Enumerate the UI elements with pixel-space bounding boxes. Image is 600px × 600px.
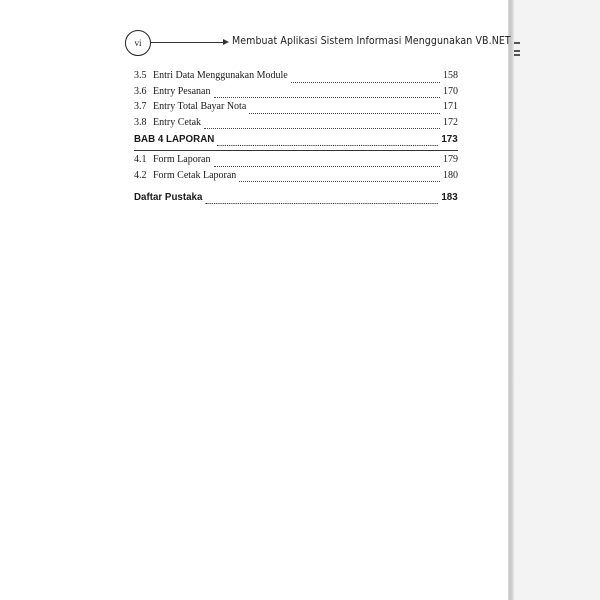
toc-entry[interactable] xyxy=(134,86,458,102)
arrow-right-icon xyxy=(223,39,229,45)
page-edge-mark xyxy=(514,42,520,56)
toc-entry-page: 170 xyxy=(443,85,458,97)
chapter-rule xyxy=(134,150,458,151)
toc-bibliography-title: Daftar Pustaka xyxy=(134,191,203,203)
page-number-badge xyxy=(125,30,151,56)
toc-entry-number: 3.5 xyxy=(134,70,147,81)
toc-entry-page: 179 xyxy=(443,154,458,165)
toc-entry[interactable] xyxy=(134,70,458,86)
dot-leader xyxy=(214,97,441,98)
dot-leader xyxy=(217,145,438,146)
toc-chapter[interactable] xyxy=(134,133,458,149)
page-number: vi xyxy=(134,38,142,48)
page-edge-mark xyxy=(514,50,520,52)
toc-entry-number: 3.8 xyxy=(134,116,147,128)
toc-entry-title: Entry Total Bayar Nota xyxy=(153,101,247,112)
running-header-title: Membuat Aplikasi Sistem Informasi Menggunakan VB.NET xyxy=(232,34,511,47)
header-rule xyxy=(150,42,225,43)
toc-entry-title: Form Cetak Laporan xyxy=(153,169,237,181)
toc-entry-title: Entri Data Menggunakan Module xyxy=(153,70,288,81)
dot-leader xyxy=(205,203,438,204)
toc-entry-title: Form Laporan xyxy=(153,154,211,165)
toc-entry[interactable] xyxy=(134,117,458,133)
toc-entry-page: 171 xyxy=(443,101,458,112)
dot-leader xyxy=(214,166,441,167)
toc-entry-page: 172 xyxy=(443,116,458,128)
toc-entry[interactable] xyxy=(134,101,458,117)
toc-entry-number: 3.6 xyxy=(134,85,147,97)
toc-bibliography-page: 183 xyxy=(441,191,458,203)
page-gutter xyxy=(508,0,514,600)
toc-entry[interactable] xyxy=(134,170,458,186)
toc-entry-number: 4.1 xyxy=(134,154,147,165)
toc-entry[interactable] xyxy=(134,154,458,170)
toc-bibliography[interactable] xyxy=(134,191,458,207)
toc-entry-page: 180 xyxy=(443,169,458,181)
dot-leader xyxy=(291,82,440,83)
dot-leader xyxy=(204,128,440,129)
toc-entry-page: 158 xyxy=(443,70,458,81)
facing-page xyxy=(514,0,600,600)
toc-entry-title: Entry Cetak xyxy=(153,116,202,128)
toc-entry-title: Entry Pesanan xyxy=(153,85,211,97)
toc-entry-number: 3.7 xyxy=(134,101,147,112)
table-of-contents xyxy=(134,70,458,207)
dot-leader xyxy=(249,113,440,114)
toc-entry-number: 4.2 xyxy=(134,169,147,181)
dot-leader xyxy=(239,181,440,182)
toc-chapter-page: 173 xyxy=(441,133,458,145)
toc-chapter-title: BAB 4 LAPORAN xyxy=(134,133,215,145)
